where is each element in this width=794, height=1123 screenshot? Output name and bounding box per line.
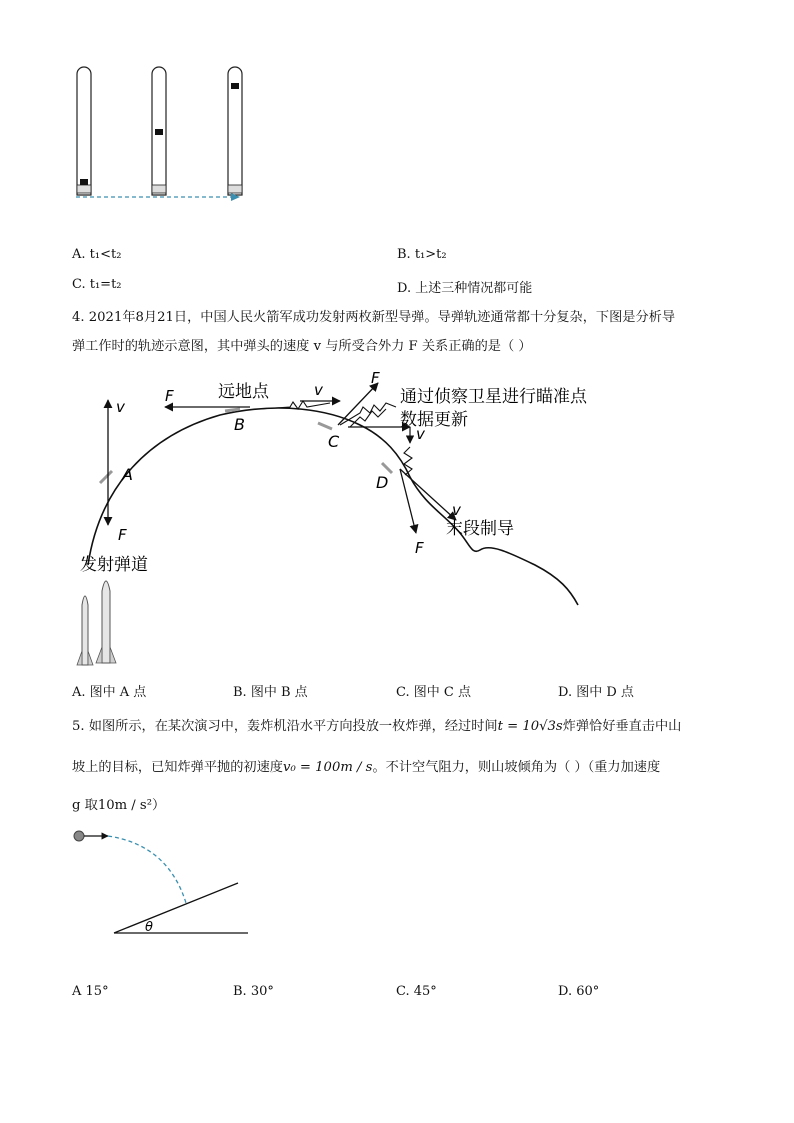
- q5-text-1b: 炸弹恰好垂直击中山: [562, 719, 682, 734]
- label-v-d: v: [452, 501, 461, 519]
- label-launch: 发射弹道: [80, 555, 148, 575]
- bomb-trajectory: [108, 836, 186, 903]
- v-arrow-d: [400, 469, 456, 520]
- q5-stem-line3: g 取10m / s²）: [72, 798, 166, 813]
- label-point-a: A: [122, 465, 133, 484]
- q3-option-d[interactable]: D. 上述三种情况都可能: [397, 281, 533, 296]
- label-aim-1: 通过侦察卫星进行瞄准点: [400, 387, 587, 407]
- q3-option-b[interactable]: B. t₁>t₂: [397, 247, 447, 262]
- q5-option-d[interactable]: D. 60°: [558, 984, 600, 999]
- q5-option-a[interactable]: A 15°: [72, 984, 109, 999]
- label-f-c: F: [371, 369, 380, 387]
- q3-option-c[interactable]: C. t₁=t₂: [72, 277, 122, 292]
- q4-option-d[interactable]: D. 图中 D 点: [558, 685, 634, 700]
- label-far-point: 远地点: [218, 382, 269, 402]
- q5-text-1a: 5. 如图所示，在某次演习中，轰炸机沿水平方向投放一枚炸弹，经过时间: [72, 719, 498, 734]
- q4-option-b[interactable]: B. 图中 B 点: [233, 685, 308, 700]
- label-point-d: D: [376, 473, 389, 492]
- q4-stem-line2: 弹工作时的轨迹示意图，其中弹头的速度 v 与所受合外力 F 关系正确的是（ ）: [72, 339, 532, 354]
- bomb-icon: [74, 831, 84, 841]
- label-point-b: B: [234, 415, 245, 434]
- label-theta: θ: [145, 920, 153, 935]
- tube-figure: [60, 60, 260, 210]
- label-terminal: 末段制导: [446, 519, 514, 539]
- q4-stem-line1: 4. 2021年8月21日，中国人民火箭军成功发射两枚新型导弹。导弹轨迹通常都十分复杂，下图是分析导: [72, 310, 676, 325]
- q5-stem-line1: [72, 714, 681, 740]
- label-aim-2: 数据更新: [400, 410, 468, 430]
- q5-formula-velocity: v₀ = 100m / s: [283, 760, 373, 775]
- q5-text-2a: 坡上的目标，已知炸弹平抛的初速度: [72, 760, 283, 775]
- label-v-b: v: [314, 381, 323, 399]
- tube-3: [228, 67, 242, 195]
- f-arrow-d: [400, 469, 416, 533]
- label-f-d: F: [415, 539, 424, 557]
- tube-1: [77, 67, 91, 195]
- label-f-a: F: [118, 526, 127, 544]
- q4-option-a[interactable]: A. 图中 A 点: [72, 685, 147, 700]
- label-f-b: F: [165, 387, 174, 405]
- q5-option-c[interactable]: C. 45°: [396, 984, 437, 999]
- rocket-icon: [77, 581, 116, 665]
- q5-formula-time: t = 10√3s: [497, 719, 563, 734]
- slope-line: [114, 883, 238, 933]
- missile-trajectory-figure: [60, 365, 620, 675]
- tube-2: [152, 67, 166, 195]
- bomb-slope-figure: [68, 825, 258, 940]
- q3-option-a[interactable]: A. t₁<t₂: [72, 247, 122, 262]
- q5-option-b[interactable]: B. 30°: [233, 984, 274, 999]
- q4-option-c[interactable]: C. 图中 C 点: [396, 685, 471, 700]
- q5-text-2b: 。不计空气阻力，则山坡倾角为（ ）（重力加速度: [372, 760, 661, 775]
- label-point-c: C: [328, 432, 340, 451]
- label-v-a: v: [116, 398, 125, 416]
- label-v-c: v: [416, 425, 425, 443]
- q5-stem-line2: [72, 755, 660, 781]
